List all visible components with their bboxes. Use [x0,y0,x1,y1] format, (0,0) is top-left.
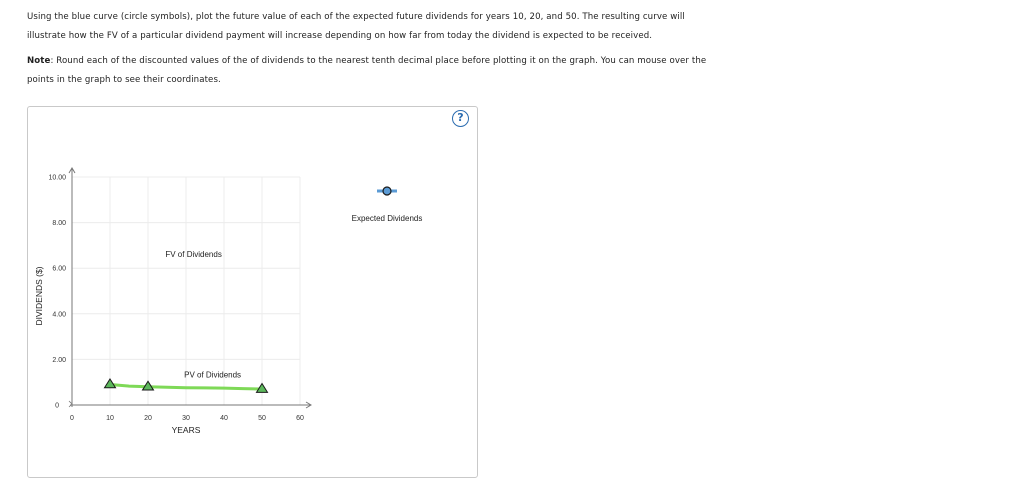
y-tick-label: 0 [55,402,59,410]
note-paragraph [27,52,727,90]
y-tick-label: 8.00 [52,220,66,228]
x-tick-label: 50 [258,415,266,422]
y-tick-label: 4.00 [52,311,66,319]
x-axis-title: YEARS [171,425,201,435]
curve-annotation-label: PV of Dividends [184,370,242,380]
x-tick-label: 30 [182,415,190,422]
y-tick-label: 6.00 [52,265,66,273]
curve-annotation-label: FV of Dividends [165,249,222,259]
instruction-text: Using the blue curve (circle symbols), plot the future value of each of the expected future dividends for years 10, 20, and 50. The resulting curve will illustrate how the FV of a particular dividend payment will increase depending on how far from today the dividend is expected to be received. [27,12,685,41]
graph-panel[interactable] [27,106,478,478]
y-tick-label: 10.00 [48,174,66,182]
note-label: Note [27,56,51,66]
x-tick-label: 0 [70,415,74,422]
legend-circle-icon[interactable] [383,187,391,195]
x-tick-label: 40 [220,415,228,422]
y-tick-label: 2.00 [52,356,66,364]
x-tick-label: 60 [296,415,304,422]
x-tick-label: 20 [144,415,152,422]
x-tick-label: 10 [106,415,114,422]
instruction-paragraph [27,8,707,46]
help-icon[interactable]: ? [452,110,469,127]
note-text: : Round each of the discounted values of the of dividends to the nearest tenth decimal place before plotting it on the graph. You can mouse over the points in the graph to see their coordinates. [27,56,707,85]
y-axis-title: DIVIDENDS ($) [34,266,44,326]
legend-label-expected-dividends: Expected Dividends [351,214,423,223]
